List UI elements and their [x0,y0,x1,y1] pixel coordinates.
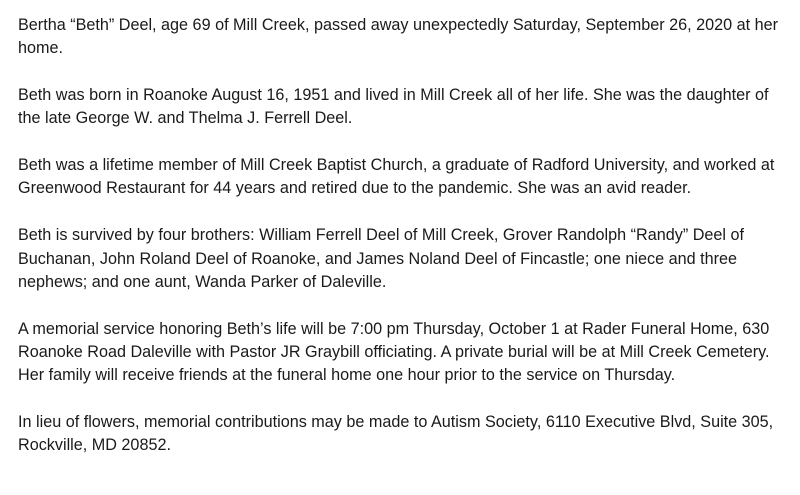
paragraph-memorial-service: A memorial service honoring Beth’s life will be 7:00 pm Thursday, October 1 at Rader Funeral Home, 630 Roanoke Road Daleville with Pastor JR Graybill officiating. A private burial will be at Mill Creek Cemetery. Her family will receive friends at the funeral home one hour prior to the service on Thursday. [18,319,770,385]
paragraph-survivors: Beth is survived by four brothers: William Ferrell Deel of Mill Creek, Grover Randolph “Randy” Deel of Buchanan, John Roland Deel of Roanoke, and James Noland Deel of Fincastle; one niece and three nephews; and one aunt, Wanda Parker of Daleville. [18,226,744,291]
paragraph-death-notice: Bertha “Beth” Deel, age 69 of Mill Creek, passed away unexpectedly Saturday, September 26, 2020 at her home. [18,16,779,58]
paragraph-contributions: In lieu of flowers, memorial contributions may be made to Autism Society, 6110 Executive Blvd, Suite 305, Rockville, MD 20852. [18,413,774,455]
paragraph-birth-family: Beth was born in Roanoke August 16, 1951 and lived in Mill Creek all of her life. She was the daughter of the late George W. and Thelma J. Ferrell Deel. [18,86,769,128]
obituary-document [18,14,788,458]
paragraph-life-work: Beth was a lifetime member of Mill Creek Baptist Church, a graduate of Radford University, and worked at Greenwood Restaurant for 44 years and retired due to the pandemic. She was an avid reader. [18,156,775,198]
